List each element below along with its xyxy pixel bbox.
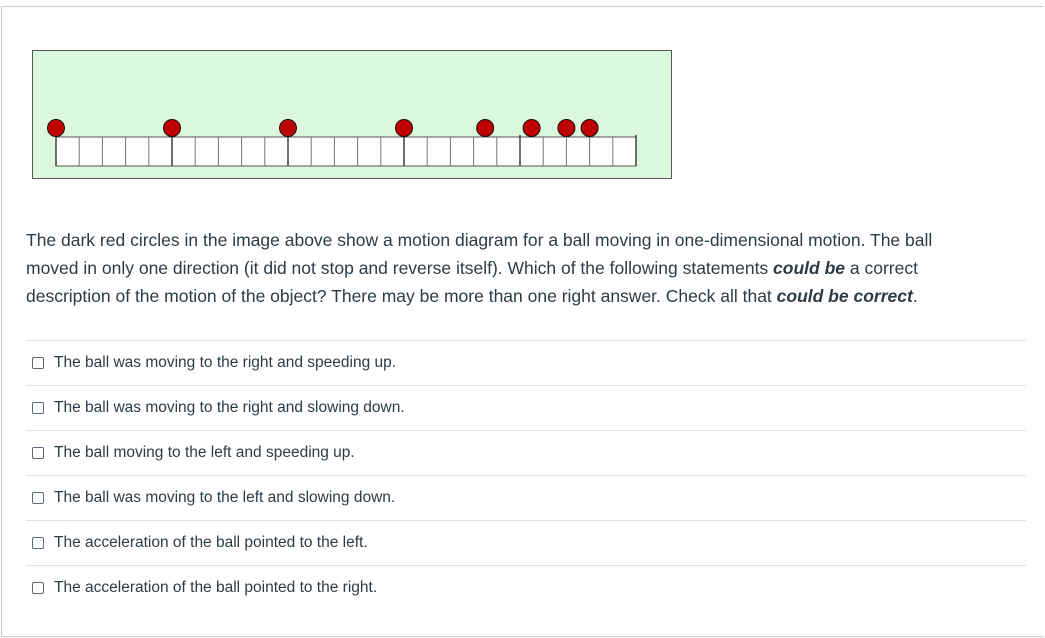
question-line2-post: a correct — [845, 258, 918, 278]
answer-label: The ball was moving to the left and slowing down. — [54, 489, 396, 506]
checkbox[interactable] — [32, 492, 44, 504]
answer-option-2[interactable] — [26, 385, 1026, 430]
checkbox[interactable] — [32, 537, 44, 549]
checkbox[interactable] — [32, 582, 44, 594]
ball-position-6 — [523, 120, 540, 137]
checkbox[interactable] — [32, 402, 44, 414]
ball-position-8 — [581, 120, 598, 137]
ball-position-7 — [558, 120, 575, 137]
ruler-body — [56, 137, 636, 166]
checkbox[interactable] — [32, 357, 44, 369]
answer-option-3[interactable] — [26, 430, 1026, 475]
question-line2-pre: moved in only one direction (it did not stop and reverse itself). Which of the following statements — [26, 258, 774, 278]
answer-list — [26, 340, 1026, 610]
answer-label: The ball moving to the left and speeding up. — [54, 444, 355, 461]
ball-position-1 — [48, 120, 65, 137]
answer-label: The ball was moving to the right and speeding up. — [54, 354, 397, 371]
question-text — [26, 226, 1026, 310]
question-line1: The dark red circles in the image above show a motion diagram for a ball moving in one-dimensional motion. The ball — [26, 230, 933, 250]
answer-option-1[interactable] — [26, 340, 1026, 385]
question-line3-pre: description of the motion of the object? There may be more than one right answer. Check all that — [26, 286, 777, 306]
question-line3-post: . — [912, 286, 918, 306]
answer-option-5[interactable] — [26, 520, 1026, 565]
answer-label: The acceleration of the ball pointed to the right. — [54, 579, 378, 596]
ball-position-5 — [477, 120, 494, 137]
motion-diagram — [32, 50, 672, 179]
ball-position-2 — [164, 120, 181, 137]
ruler — [56, 135, 636, 166]
answer-label: The ball was moving to the right and slowing down. — [54, 399, 405, 416]
ball-position-3 — [280, 120, 297, 137]
answer-option-6[interactable] — [26, 565, 1026, 610]
ball-position-4 — [396, 120, 413, 137]
question-line2-bold: could be — [773, 258, 845, 278]
answer-label: The acceleration of the ball pointed to the left. — [54, 534, 368, 551]
answer-option-4[interactable] — [26, 475, 1026, 520]
checkbox[interactable] — [32, 447, 44, 459]
question-line3-bold: could be correct — [776, 286, 913, 306]
